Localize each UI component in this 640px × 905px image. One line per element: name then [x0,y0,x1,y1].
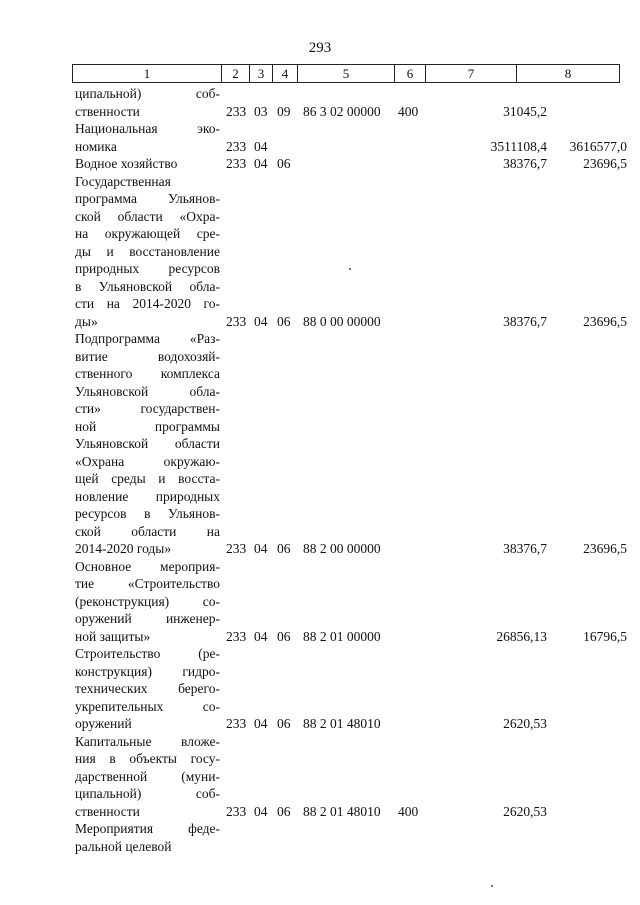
cell-c3: 04 [254,716,268,731]
cell-c7: 26856,13 [496,628,547,644]
cell-c7: 38376,7 [503,313,547,329]
row-name-line: ной программы [75,418,220,434]
cell-c5: 86 3 02 00000 [303,103,381,119]
row-name-line: сти на 2014-2020 го- [75,296,220,311]
cell-c5: 88 0 00 00000 [303,313,381,329]
scan-speck [491,885,493,887]
row-name-line: Строительство (ре- [75,646,220,661]
row-name-line: Подпрограмма «Раз- [75,331,220,346]
row-name-line: программа Ульянов- [75,191,220,206]
header-col-3: 3 [250,65,273,83]
cell-c7: 2620,53 [503,803,547,819]
row-name-line: Национальная эко- [75,121,220,136]
row-name [75,173,220,331]
column-header-row [72,64,620,83]
row-name-line: сти» государствен- [75,401,220,416]
cell-c6: 400 [398,103,419,119]
cell-c4: 06 [277,156,291,171]
row-name [75,820,220,855]
row-name-line: Государственная [75,173,171,189]
row-name-line: ресурсов в Ульянов- [75,506,220,521]
cell-c3: 04 [254,541,268,556]
cell-c5: 88 2 01 48010 [303,716,381,731]
row-name-line: дарственной (муни- [75,768,220,784]
cell-c2: 233 [226,138,247,154]
row-name-line: ской области на [75,523,220,539]
row-name-line: ципальной) соб- [75,86,220,101]
cell-c2: 233 [226,716,247,731]
row-name-line: конструкция) гидро- [75,663,220,679]
row-name-line: Ульяновской области [75,436,220,451]
row-name-line: ния в объекты госу- [75,751,220,766]
cell-c2: 233 [226,313,247,329]
cell-c4: 09 [277,103,291,119]
row-name-line: оружений [75,716,132,731]
row-name-line: ды» [75,313,98,329]
row-name-line: Водное хозяйство [75,156,178,171]
cell-c8: 3616577,0 [569,138,627,154]
cell-c8: 16796,5 [583,628,627,644]
cell-c8: 23696,5 [583,313,627,329]
row-name-line: 2014-2020 годы» [75,541,172,556]
row-name-line: Ульяновской обла- [75,383,220,399]
row-name-line: оружений инженер- [75,611,220,626]
cell-c4: 06 [277,628,291,644]
cell-c3: 04 [254,803,268,819]
cell-c2: 233 [226,541,247,556]
cell-c5: 88 2 00 00000 [303,541,381,556]
cell-c2: 233 [226,156,247,171]
row-name-line: в Ульяновской обла- [75,278,220,294]
row-name-line: ской области «Охра- [75,208,220,224]
row-name-line: витие водохозяй- [75,348,220,364]
row-name [75,120,220,155]
row-name [75,330,220,558]
page-number: 293 [308,40,332,56]
header-col-1: 1 [73,65,222,83]
cell-c4: 06 [277,803,291,819]
row-name [75,733,220,821]
table-row [0,330,640,558]
row-name-line: укрепительных со- [75,698,220,714]
table-row [0,645,640,733]
row-name-line: ственности [75,103,140,119]
cell-c5: 88 2 01 00000 [303,628,381,644]
header-col-6: 6 [395,65,426,83]
cell-c4: 06 [277,541,291,556]
cell-c3: 04 [254,156,268,171]
row-name-line: ральной целевой [75,838,172,854]
budget-table-body [0,85,640,855]
header-col-8: 8 [517,65,620,83]
row-name-line: природных ресурсов [75,261,220,276]
cell-c4: 06 [277,313,291,329]
row-name-line: номика [75,138,117,154]
cell-c3: 04 [254,628,268,644]
row-name [75,85,220,120]
cell-c3: 04 [254,138,268,154]
row-name-line: ной защиты» [75,628,151,644]
cell-c4: 06 [277,716,291,731]
cell-c7: 2620,53 [503,716,547,731]
cell-c8: 23696,5 [583,156,627,171]
row-name-line: (реконструкция) со- [75,593,220,609]
table-row [0,820,640,855]
cell-c2: 233 [226,803,247,819]
cell-c7: 38376,7 [503,541,547,556]
table-row [0,558,640,646]
cell-c3: 03 [254,103,268,119]
cell-c2: 233 [226,628,247,644]
row-name-line: новление природных [75,488,220,504]
row-name-line: ципальной) соб- [75,786,220,801]
header-col-7: 7 [426,65,517,83]
header-col-4: 4 [273,65,298,83]
cell-c7: 3511108,4 [490,138,547,154]
table-row [0,120,640,155]
row-name-line: ды и восстановление [75,243,220,259]
header-col-5: 5 [298,65,395,83]
table-row [0,155,640,173]
row-name-line: щей среды и восста- [75,471,220,486]
cell-c5: 88 2 01 48010 [303,803,381,819]
row-name [75,645,220,733]
row-name-line: тие «Строительство [75,576,220,591]
row-name-line: Капитальные вложе- [75,733,220,749]
row-name-line: ственного комплекса [75,366,220,381]
cell-c7: 31045,2 [503,103,547,119]
row-name [75,558,220,646]
cell-c7: 38376,7 [503,156,547,171]
scan-speck [349,268,351,270]
row-name-line: технических берего- [75,681,220,696]
table-row [0,173,640,331]
table-row [0,85,640,120]
cell-c8: 23696,5 [583,541,627,556]
cell-c2: 233 [226,103,247,119]
row-name-line: Мероприятия феде- [75,821,220,836]
table-row [0,733,640,821]
cell-c6: 400 [398,803,419,819]
row-name-line: «Охрана окружаю- [75,453,220,469]
row-name-line: Основное мероприя- [75,558,220,574]
row-name [75,155,220,173]
header-col-2: 2 [222,65,250,83]
row-name-line: на окружающей сре- [75,226,220,241]
cell-c3: 04 [254,313,268,329]
row-name-line: ственности [75,803,140,819]
